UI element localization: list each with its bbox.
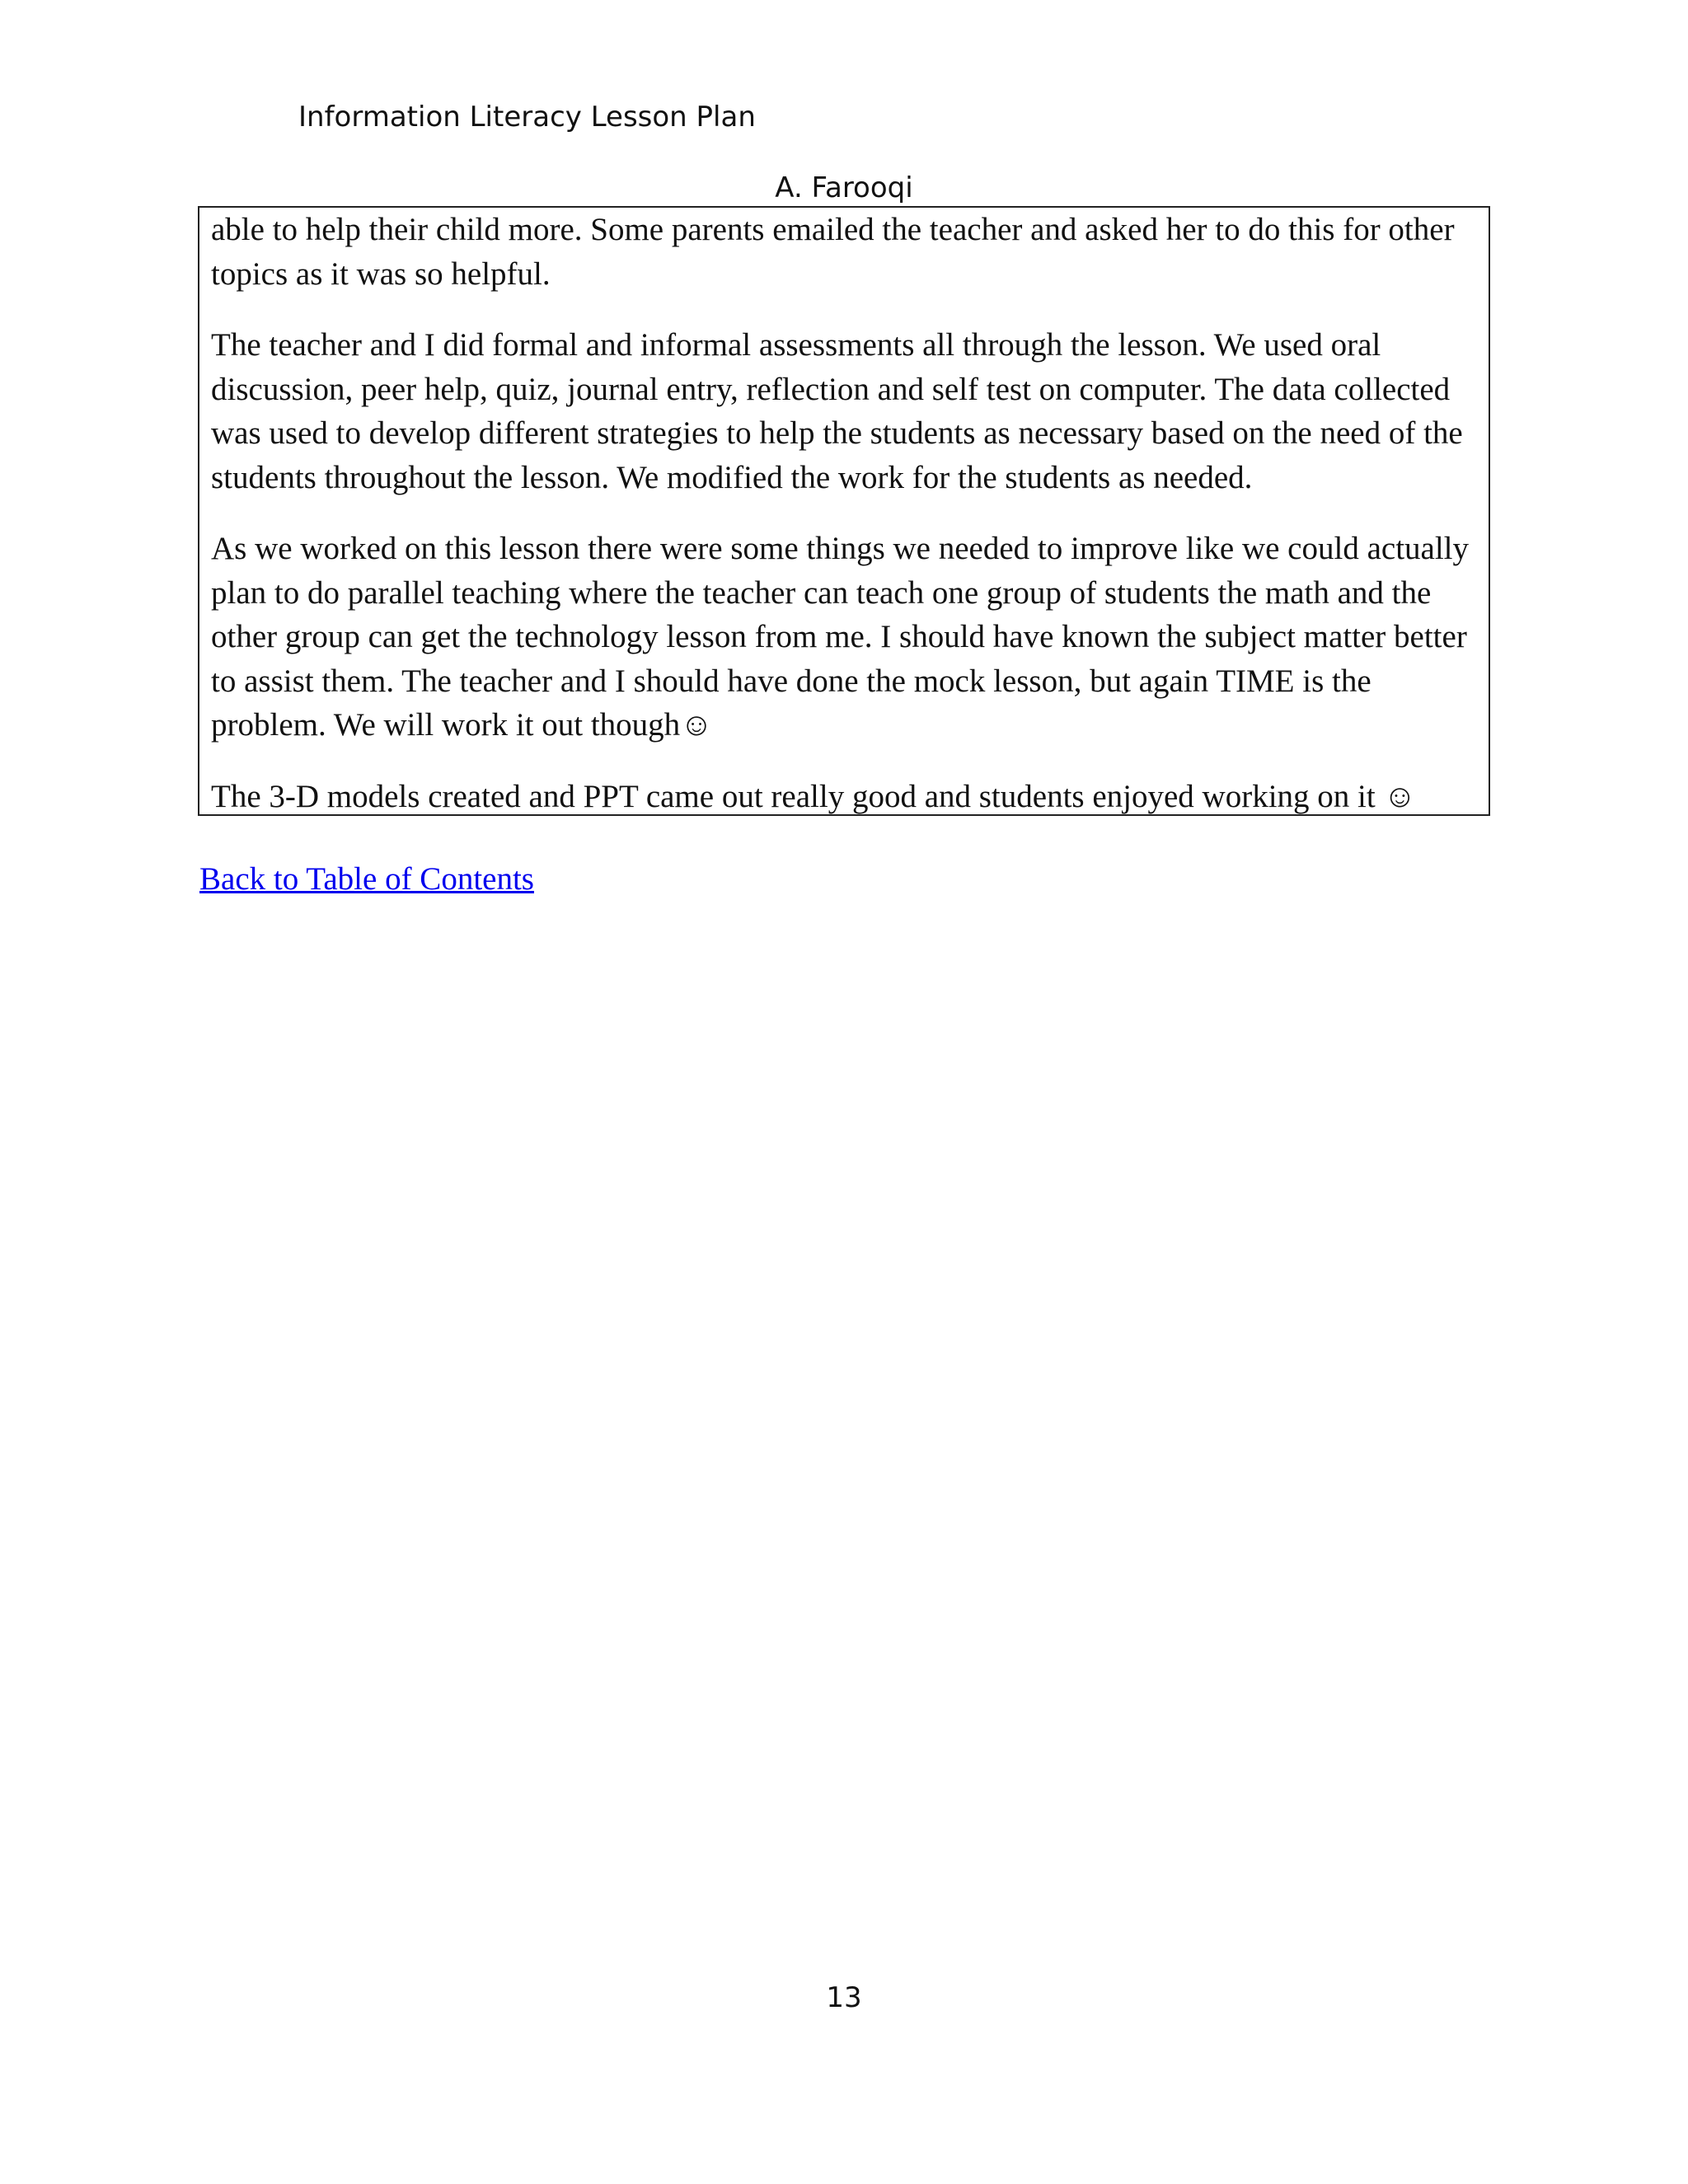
document-header-author: A. Farooqi — [775, 171, 913, 204]
paragraph-improvements: As we worked on this lesson there were some things we needed to improve like we could actually plan to do parallel teaching where the teacher can teach one group of students the math and the other group can get the technology lesson from me. I should have known the subject matter better to assist them. The teacher and I should have done the mock lesson, but again TIME is the problem. We will work it out though☺ — [211, 531, 1470, 743]
reflection-text-box — [198, 206, 1490, 816]
document-header-title: Information Literacy Lesson Plan — [298, 101, 756, 134]
paragraph-parent-feedback: able to help their child more. Some parents emailed the teacher and asked her to do this for other topics as it was so helpful. — [211, 212, 1455, 292]
back-to-table-of-contents-link[interactable]: Back to Table of Contents — [199, 861, 534, 897]
paragraph-outcomes: The 3-D models created and PPT came out really good and students enjoyed working on it ☺ — [211, 778, 1417, 814]
page-number: 13 — [826, 1981, 862, 2014]
paragraph-assessments: The teacher and I did formal and informal assessments all through the lesson. We used oral discussion, peer help, quiz, journal entry, reflection and self test on computer. The data collected was used to develop different strategies to help the students as necessary based on the need of the students throughout the lesson. We modified the work for the students as needed. — [211, 327, 1463, 495]
